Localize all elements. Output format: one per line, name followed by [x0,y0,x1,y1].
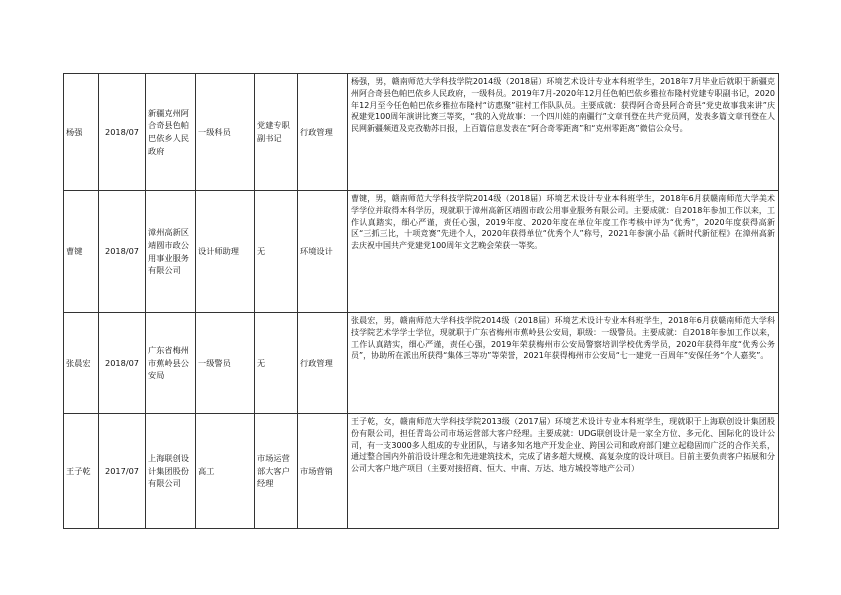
table-row [64,313,779,414]
name-cell: 王子乾 [64,414,99,529]
position-cell: 市场运营部大客户经理 [255,414,298,529]
rank-cell: 一级警员 [196,313,255,414]
field-cell: 市场营销 [298,414,348,529]
bio-cell: 曹键，男，赣南师范大学科技学院2014级（2018届）环境艺术设计专业本科班学生，2018年6月获赣南师范大学美术学学位并取得本科学历，现就职于漳州高新区靖圆市政公用事业服务有限公司。主要成就：自2018年参加工作以来，工作认真踏实，细心严谨，责任心强，2019年度、2020年度在单位年度工作考核中评为“优秀”，2020年度获得高新区“三抓三比，十项竞赛”先进个人，2020年获得单位“优秀个人”称号，2021年参演小品《新时代新征程》在漳州高新去庆祝中国共产党建党100周年文艺晚会荣获一等奖。 [348,191,779,313]
table-row [64,414,779,529]
rank-cell: 设计师助理 [196,191,255,313]
bio-cell: 王子乾，女，赣南师范大学科技学院2013级（2017届）环境艺术设计专业本科班学生，现就职于上海联创设计集团股份有限公司，担任青岛公司市场运营部大客户经理。主要成就：UDG联创设计是一家全方位、多元化、国际化的设计公司，有一支3000多人组成的专业团队，与诸多知名地产开发企业、跨国公司和政府部门建立起稳固而广泛的合作关系，通过整合国内外前沿设计理念和先进建筑技术，完成了诸多超大规模、高复杂度的设计项目。目前主要负责客户拓展和分公司大客户地产项目（主要对接招商、恒大、中南、万达、地方城投等地产公司） [348,414,779,529]
field-cell: 行政管理 [298,74,348,191]
employer-cell: 广东省梅州市蕉岭县公安局 [146,313,196,414]
rank-cell: 一级科员 [196,74,255,191]
rank-cell: 高工 [196,414,255,529]
graduation-year-cell: 2018/07 [99,191,146,313]
name-cell: 曹键 [64,191,99,313]
employer-cell: 上海联创设计集团股份有限公司 [146,414,196,529]
graduate-table [63,73,779,529]
field-cell: 环境设计 [298,191,348,313]
employer-cell: 新疆克州阿合奇县色帕巴依乡人民政府 [146,74,196,191]
bio-cell: 杨强，男，赣南师范大学科技学院2014级（2018届）环境艺术设计专业本科班学生，2018年7月毕业后就职于新疆克州阿合奇县色帕巴依乡人民政府，一级科员。2019年7月-2020年12月任色帕巴依乡雅拉布隆村党建专职副书记，2020年12月至今任色帕巴依乡雅拉布隆村“访惠聚”驻村工作队队员。主要成就：获得阿合奇县阿合奇县“党史故事我来讲”庆祝建党100周年演讲比赛三等奖，“我的入党故事：一个四川娃的南疆行”文章刊登在共产党员网，发表多篇文章刊登在人民网新疆频道及克孜勒苏日报，上百篇信息发表在“阿合奇零距离”和“克州零距离”微信公众号。 [348,74,779,191]
graduation-year-cell: 2018/07 [99,74,146,191]
table-row [64,191,779,313]
position-cell: 无 [255,191,298,313]
bio-cell: 张晨宏，男，赣南师范大学科技学院2014级（2018届）环境艺术设计专业本科班学生，2018年6月获赣南师范大学科技学院艺术学学士学位，现就职于广东省梅州市蕉岭县公安局，职级：一级警员。主要成就：自2018年参加工作以来，工作认真踏实，细心严谨，责任心强，2019年荣获梅州市公安局警察培训学校优秀学员，2020年获得年度“优秀公务员”，协助所在派出所获得“集体三等功”等荣誉，2021年获得梅州市公安局“七一建党一百周年”安保任务“个人嘉奖”。 [348,313,779,414]
position-cell: 无 [255,313,298,414]
graduate-table-sheet [63,73,778,529]
position-cell: 党建专职副书记 [255,74,298,191]
name-cell: 杨强 [64,74,99,191]
graduation-year-cell: 2018/07 [99,313,146,414]
field-cell: 行政管理 [298,313,348,414]
table-row [64,74,779,191]
employer-cell: 漳州高新区靖圆市政公用事业服务有限公司 [146,191,196,313]
name-cell: 张晨宏 [64,313,99,414]
graduation-year-cell: 2017/07 [99,414,146,529]
